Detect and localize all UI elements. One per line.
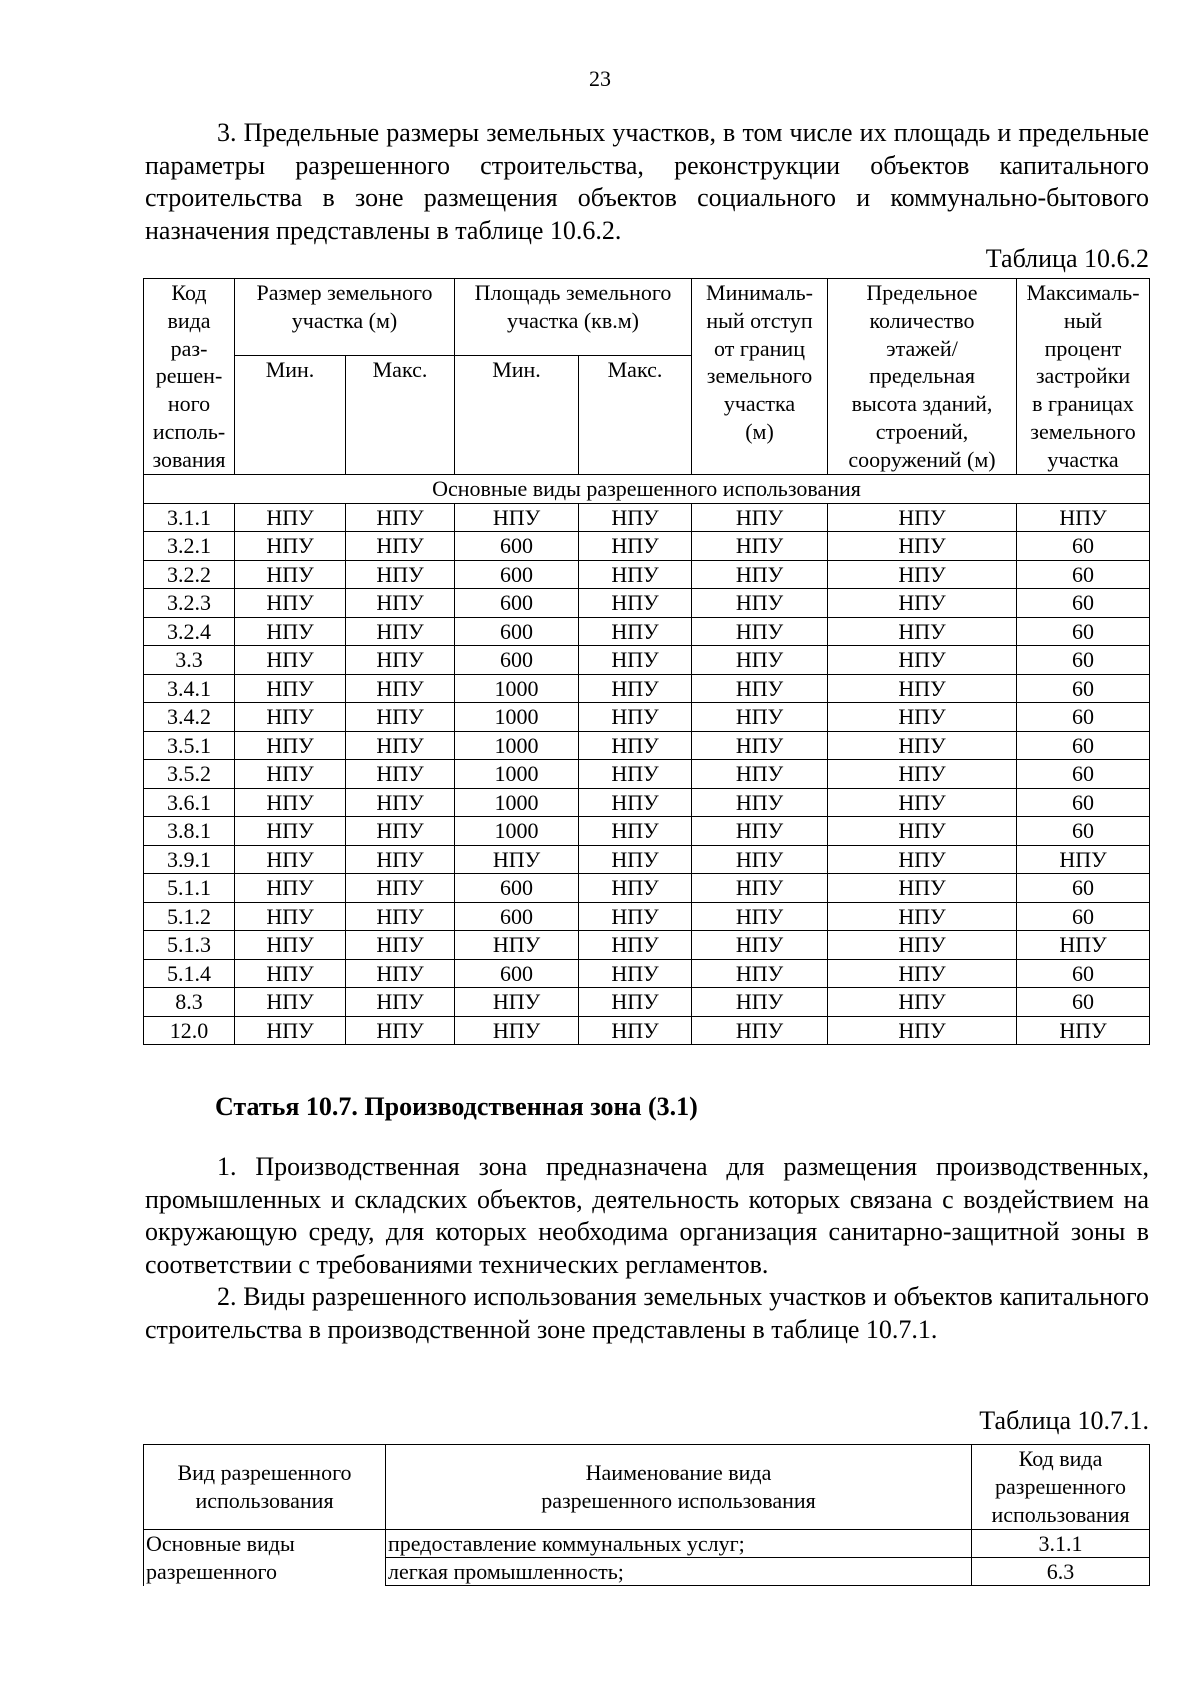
table-cell: НПУ (235, 503, 346, 532)
paragraph-3-text: 2. Виды разрешенного использования земельных участков и объектов капитального строительства в производственной зоне представлены в таблице 10.7.1. (145, 1282, 1149, 1344)
use-name-cell: легкая промышленность; (386, 1558, 972, 1586)
header-code: Код вида раз- решен- ного исполь- зования (144, 279, 235, 475)
table-cell: НПУ (235, 874, 346, 903)
table-cell: 600 (455, 617, 579, 646)
table-cell: НПУ (235, 646, 346, 675)
table-cell: 60 (1017, 532, 1150, 561)
table-row (144, 646, 1150, 675)
table-cell: НПУ (579, 817, 692, 846)
header-area-min: Мин. (455, 356, 579, 475)
header-offset: Минималь- ный отступ от границ земельного участка (м) (692, 279, 828, 475)
table-cell: НПУ (346, 532, 455, 561)
table-cell: НПУ (235, 589, 346, 618)
table-cell: НПУ (235, 959, 346, 988)
table-10-6-2 (143, 278, 1150, 1045)
table-cell: НПУ (692, 959, 828, 988)
table-cell: НПУ (579, 760, 692, 789)
table-cell: НПУ (828, 674, 1017, 703)
table-cell: НПУ (346, 617, 455, 646)
table-cell: НПУ (579, 589, 692, 618)
table-row (144, 674, 1150, 703)
table-cell: 3.8.1 (144, 817, 235, 846)
group-label-cell: Основные виды (144, 1530, 386, 1558)
table-cell: НПУ (579, 931, 692, 960)
table-cell: НПУ (828, 874, 1017, 903)
table-cell: НПУ (579, 988, 692, 1017)
table-cell: 60 (1017, 760, 1150, 789)
table-row (144, 731, 1150, 760)
table-cell: НПУ (692, 674, 828, 703)
table-cell: НПУ (455, 1016, 579, 1045)
table-cell: НПУ (828, 503, 1017, 532)
paragraph-2 (145, 1151, 1149, 1346)
table-cell: НПУ (579, 1016, 692, 1045)
table-cell: НПУ (692, 874, 828, 903)
table-cell: НПУ (235, 931, 346, 960)
table-cell: НПУ (346, 959, 455, 988)
table-row (144, 845, 1150, 874)
table-cell: НПУ (579, 874, 692, 903)
table-cell: НПУ (346, 931, 455, 960)
table-cell: 600 (455, 646, 579, 675)
table-row (144, 617, 1150, 646)
table-cell: 60 (1017, 874, 1150, 903)
section-label: Основные виды разрешенного использования (144, 474, 1150, 503)
table-cell: НПУ (235, 731, 346, 760)
header-area: Площадь земельного участка (кв.м) (455, 279, 692, 356)
table-cell: НПУ (579, 845, 692, 874)
table-cell: НПУ (692, 988, 828, 1017)
table-cell: НПУ (828, 703, 1017, 732)
table-cell: НПУ (828, 931, 1017, 960)
table-cell: 600 (455, 902, 579, 931)
table-cell: 60 (1017, 988, 1150, 1017)
table-cell: 1000 (455, 731, 579, 760)
header-name: Наименование вида разрешенного использования (386, 1445, 972, 1530)
header-code-2: Код вида разрешенного использования (972, 1445, 1150, 1530)
table-cell: НПУ (692, 532, 828, 561)
table-row (144, 589, 1150, 618)
table-cell: 3.2.1 (144, 532, 235, 561)
table-cell: НПУ (692, 902, 828, 931)
table-cell: НПУ (346, 589, 455, 618)
header-size: Размер земельного участка (м) (235, 279, 455, 356)
table-cell: НПУ (346, 817, 455, 846)
table-cell: 60 (1017, 617, 1150, 646)
table-cell: НПУ (235, 1016, 346, 1045)
table-row (144, 1530, 1150, 1558)
table-cell: НПУ (828, 845, 1017, 874)
table-cell: НПУ (455, 845, 579, 874)
table-cell: НПУ (692, 731, 828, 760)
table-cell: НПУ (1017, 1016, 1150, 1045)
table-cell: НПУ (455, 931, 579, 960)
table-cell: НПУ (346, 731, 455, 760)
table-cell: НПУ (235, 617, 346, 646)
table-cell: НПУ (346, 674, 455, 703)
table-cell: 3.9.1 (144, 845, 235, 874)
table-cell: НПУ (692, 503, 828, 532)
table-cell: НПУ (828, 817, 1017, 846)
table-cell: 600 (455, 560, 579, 589)
paragraph-1 (145, 117, 1149, 247)
table-cell: НПУ (828, 589, 1017, 618)
table-cell: НПУ (346, 1016, 455, 1045)
page-number: 23 (589, 66, 611, 91)
table-cell: НПУ (346, 703, 455, 732)
table-cell: 60 (1017, 589, 1150, 618)
header-size-max: Макс. (346, 356, 455, 475)
table-cell: НПУ (579, 902, 692, 931)
header-size-min: Мин. (235, 356, 346, 475)
table-cell: 3.5.1 (144, 731, 235, 760)
table-cell: НПУ (692, 617, 828, 646)
header-kind: Вид разрешенного использования (144, 1445, 386, 1530)
table-cell: НПУ (828, 560, 1017, 589)
table-cell: НПУ (235, 703, 346, 732)
use-name-cell: предоставление коммунальных услуг; (386, 1530, 972, 1558)
table-row (144, 959, 1150, 988)
table-cell: НПУ (579, 788, 692, 817)
article-heading: Статья 10.7. Производственная зона (3.1) (215, 1092, 698, 1121)
table-cell: НПУ (346, 760, 455, 789)
table-cell: 600 (455, 532, 579, 561)
table-cell: НПУ (579, 731, 692, 760)
table-cell: 5.1.2 (144, 902, 235, 931)
table-cell: НПУ (235, 788, 346, 817)
table-cell: НПУ (692, 703, 828, 732)
table-cell: 3.4.1 (144, 674, 235, 703)
table-cell: НПУ (235, 817, 346, 846)
group-label-cell: разрешенного (144, 1558, 386, 1586)
table-cell: 60 (1017, 817, 1150, 846)
table-row (144, 1016, 1150, 1045)
table-cell: НПУ (692, 817, 828, 846)
table-cell: 3.3 (144, 646, 235, 675)
table-cell: 60 (1017, 646, 1150, 675)
table-cell: НПУ (1017, 503, 1150, 532)
table-2-caption: Таблица 10.7.1. (979, 1406, 1149, 1435)
table-cell: НПУ (828, 988, 1017, 1017)
table-cell: НПУ (828, 646, 1017, 675)
table-cell: НПУ (235, 988, 346, 1017)
table-cell: 1000 (455, 788, 579, 817)
table-cell: 600 (455, 959, 579, 988)
table-row (144, 788, 1150, 817)
table-cell: 60 (1017, 731, 1150, 760)
table-cell: 1000 (455, 817, 579, 846)
table-cell: 3.4.2 (144, 703, 235, 732)
table-cell: 3.1.1 (144, 503, 235, 532)
table-cell: НПУ (579, 532, 692, 561)
table-row (144, 902, 1150, 931)
table-cell: НПУ (579, 617, 692, 646)
table-cell: НПУ (1017, 931, 1150, 960)
table-cell: НПУ (346, 874, 455, 903)
table-cell: 60 (1017, 560, 1150, 589)
table-cell: 5.1.3 (144, 931, 235, 960)
use-code-cell: 6.3 (972, 1558, 1150, 1586)
table-cell: НПУ (579, 674, 692, 703)
table-cell: НПУ (346, 560, 455, 589)
table-cell: НПУ (235, 560, 346, 589)
header-area-max: Макс. (579, 356, 692, 475)
table-cell: НПУ (692, 845, 828, 874)
table-cell: НПУ (346, 988, 455, 1017)
table-row (144, 817, 1150, 846)
table-cell: НПУ (692, 931, 828, 960)
table-cell: 1000 (455, 760, 579, 789)
table-cell: НПУ (579, 959, 692, 988)
table-cell: 5.1.1 (144, 874, 235, 903)
table-cell: 3.2.4 (144, 617, 235, 646)
header-percent: Максималь- ный процент застройки в границах земельного участка (1017, 279, 1150, 475)
paragraph-1-text: 3. Предельные размеры земельных участков, в том числе их площадь и предельные параметры разрешенного строительства, реконструкции объектов капитального строительства в зоне размещения объектов социального и коммунально-бытового назначения представлены в таблице 10.6.2. (145, 118, 1149, 245)
table-10-7-1 (143, 1444, 1150, 1586)
table-cell: НПУ (235, 674, 346, 703)
table-row (144, 931, 1150, 960)
table-cell: НПУ (828, 731, 1017, 760)
table-cell: НПУ (828, 617, 1017, 646)
table-cell: НПУ (692, 1016, 828, 1045)
table-cell: НПУ (346, 788, 455, 817)
paragraph-2-text: 1. Производственная зона предназначена для размещения производственных, промышленных и складских объектов, деятельность которых связана с воздействием на окружающую среду, для которых необходима организация санитарно-защитной зоны в соответствии с требованиями технических регламентов. (145, 1152, 1149, 1279)
table-row (144, 560, 1150, 589)
table-cell: НПУ (828, 902, 1017, 931)
table-cell: 60 (1017, 703, 1150, 732)
table-cell: 12.0 (144, 1016, 235, 1045)
table-cell: НПУ (828, 532, 1017, 561)
table-cell: НПУ (1017, 845, 1150, 874)
table-cell: НПУ (235, 845, 346, 874)
table-cell: НПУ (692, 646, 828, 675)
table-cell: 60 (1017, 674, 1150, 703)
table-cell: 60 (1017, 902, 1150, 931)
table-cell: НПУ (828, 1016, 1017, 1045)
table-cell: НПУ (692, 760, 828, 789)
table-row (144, 703, 1150, 732)
table-cell: 5.1.4 (144, 959, 235, 988)
table-cell: 8.3 (144, 988, 235, 1017)
table-cell: НПУ (346, 646, 455, 675)
table-cell: НПУ (828, 788, 1017, 817)
table-cell: НПУ (692, 589, 828, 618)
table-cell: НПУ (828, 760, 1017, 789)
table-cell: НПУ (579, 560, 692, 589)
table-cell: НПУ (579, 503, 692, 532)
table-row (144, 760, 1150, 789)
table-cell: НПУ (235, 532, 346, 561)
table-row (144, 532, 1150, 561)
header-floors: Предельное количество этажей/ предельная высота зданий, строений, сооружений (м) (828, 279, 1017, 475)
table-cell: 600 (455, 874, 579, 903)
table-cell: 1000 (455, 674, 579, 703)
use-code-cell: 3.1.1 (972, 1530, 1150, 1558)
table-cell: НПУ (346, 845, 455, 874)
table-cell: НПУ (455, 503, 579, 532)
table-row (144, 874, 1150, 903)
table-cell: 60 (1017, 788, 1150, 817)
table-cell: НПУ (828, 959, 1017, 988)
table-cell: НПУ (455, 988, 579, 1017)
table-cell: 3.2.2 (144, 560, 235, 589)
table-cell: 3.5.2 (144, 760, 235, 789)
table-cell: НПУ (235, 760, 346, 789)
table-cell: НПУ (346, 503, 455, 532)
table-row (144, 503, 1150, 532)
table-row (144, 1558, 1150, 1586)
table-cell: НПУ (579, 703, 692, 732)
table-cell: 600 (455, 589, 579, 618)
table-cell: 3.2.3 (144, 589, 235, 618)
table-cell: НПУ (346, 902, 455, 931)
table-cell: НПУ (579, 646, 692, 675)
table-cell: 3.6.1 (144, 788, 235, 817)
table-cell: НПУ (235, 902, 346, 931)
table-cell: 60 (1017, 959, 1150, 988)
table-cell: 1000 (455, 703, 579, 732)
table-row (144, 988, 1150, 1017)
table-cell: НПУ (692, 788, 828, 817)
table-cell: НПУ (692, 560, 828, 589)
table-1-caption: Таблица 10.6.2 (985, 244, 1149, 273)
